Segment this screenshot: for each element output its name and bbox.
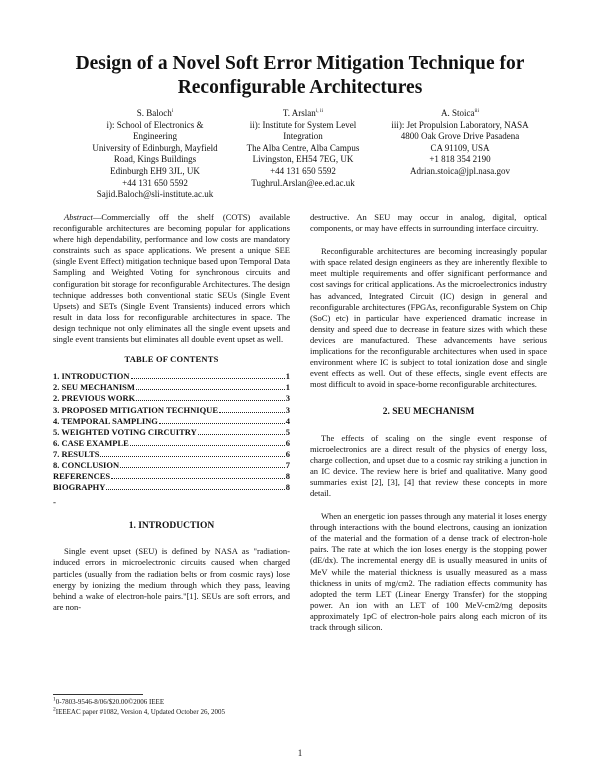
affiliation-line: i): School of Electronics &: [106, 119, 204, 130]
toc-leader-dots: [136, 389, 285, 390]
toc-entry[interactable]: [53, 405, 290, 416]
page-number: 1: [297, 748, 303, 758]
affiliation-line: Livingston, EH54 7EG, UK: [252, 154, 354, 165]
toc-entry[interactable]: [53, 471, 290, 482]
author-name: A. Stoica: [440, 108, 475, 118]
paragraph-continuation: destructive. An SEU may occur in analog, digital, optical components, or may have effects in surrounding interface circuitry.: [310, 212, 547, 234]
author-affiliation-mark: iii: [474, 108, 480, 114]
toc-entry-label: REFERENCES: [53, 471, 111, 482]
toc-entry-label: 7. RESULTS: [53, 448, 100, 459]
toc-entry-page: 1: [285, 382, 290, 393]
affiliation-line: University of Edinburgh, Mayfield: [92, 142, 218, 153]
section-heading-introduction: 1. INTRODUCTION: [128, 521, 215, 532]
toc-leader-dots: [120, 467, 285, 468]
section-heading-seu-mechanism: 2. SEU MECHANISM: [382, 407, 475, 418]
author-block-stoica: [372, 108, 548, 178]
phone-number: +44 131 650 5592: [122, 177, 188, 188]
email-address: Tughrul.Arslan@ee.ed.ac.uk: [251, 177, 355, 188]
footnotes: [53, 698, 290, 717]
toc-entry-label: 1. INTRODUCTION: [53, 371, 130, 382]
affiliation-line: Engineering: [133, 131, 177, 142]
toc-leader-dots: [111, 478, 285, 479]
affiliation-line: Integration: [283, 131, 323, 142]
affiliation-line: Edinburgh EH9 3JL, UK: [110, 165, 200, 176]
table-of-contents: [53, 371, 290, 493]
abstract-text: —Commercially off the shelf (COTS) available reconfigurable architectures are becoming popular for applications where high dependability, performance and low costs are mandatory constraints such as space applications. We present a unique SEE (single Event Effect) mitigation technique based upon Temporal Data Sampling and Weighted Voting for synchronous circuits and configuration bit storage for reconfigurable Architectures. The design technique addresses both conventional static SEUs (Single Event Upsets) and SETs (Single Event Transients) induced errors which result in data loss for reconfigurable architectures in space. The design technique not only eliminates all the single event upsets and single event transients but eliminates all double event upset as well.: [53, 212, 290, 345]
toc-entry-label: 2. PREVIOUS WORK: [53, 393, 136, 404]
toc-leader-dots: [198, 434, 285, 435]
toc-entry-page: 8: [285, 482, 290, 493]
toc-entry-page: 6: [285, 437, 290, 448]
abstract-lead: Abstract: [64, 212, 93, 222]
affiliation-line: iii): Jet Propulsion Laboratory, NASA: [391, 119, 529, 130]
toc-entry[interactable]: [53, 393, 290, 404]
right-column: [310, 212, 547, 633]
affiliation-line: The Alba Centre, Alba Campus: [246, 142, 360, 153]
toc-entry-page: 1: [285, 371, 290, 382]
footnote-mark: 1: [53, 696, 56, 703]
toc-entry[interactable]: [53, 416, 290, 427]
toc-leader-dots: [136, 400, 284, 401]
toc-entry[interactable]: [53, 427, 290, 438]
author-name: T. Arslan: [282, 108, 316, 118]
toc-entry-label: 4. TEMPORAL SAMPLING: [53, 415, 158, 426]
paragraph-reconfigurable: Reconfigurable architectures are becoming increasingly popular with space related design engineers as they are inherently flexible to meet multiple requirements and offer significant performance and cost savings for critical applications. As the microelectronics industry has advanced, Integrated Circuit (IC) design in general and reconfigurable architectures (FPGAs, reconfigurable System on Chip (SoC) etc) in particular have experienced dramatic increase in density and speed due to decrease in feature sizes with which these devices are manufactured. These advancements have serious implications for the reconfigurable architectures when used in space environment where IC is subject to total ionization dose and single event effects as well. Out of these effects, single event effects are most difficult to avoid in space-borne reconfigurable architectures.: [310, 246, 547, 390]
toc-entry-page: 3: [285, 393, 290, 404]
toc-entry-page: 8: [285, 471, 290, 482]
toc-title: TABLE OF CONTENTS: [124, 354, 219, 365]
toc-entry-page: 4: [285, 415, 290, 426]
author-affiliation-mark: i, ii: [315, 108, 324, 114]
footnote-mark: 2: [53, 706, 56, 713]
toc-entry-label: 6. CASE EXAMPLE: [53, 437, 129, 448]
toc-entry[interactable]: [53, 382, 290, 393]
toc-entry-label: 8. CONCLUSION: [53, 459, 120, 470]
author-name: S. Baloch: [136, 108, 172, 118]
title-line-1: Design of a Novel Soft Error Mitigation Technique for: [75, 53, 525, 74]
abstract: [53, 212, 290, 345]
toc-entry[interactable]: [53, 460, 290, 471]
toc-entry[interactable]: [53, 482, 290, 493]
toc-entry-page: 7: [285, 459, 290, 470]
email-address: Sajid.Baloch@sli-institute.ac.uk: [96, 189, 214, 200]
toc-entry-label: BIOGRAPHY: [53, 482, 106, 493]
author-affiliation-mark: i: [171, 108, 174, 114]
phone-number: +1 818 354 2190: [429, 154, 491, 165]
toc-entry-page: 3: [285, 404, 290, 415]
toc-entry-label: 5. WEIGHTED VOTING CIRCUITRY: [53, 426, 197, 437]
left-column: [53, 212, 290, 613]
footnote-text: IEEEAC paper #1082, Version 4, Updated October 26, 2005: [55, 707, 225, 716]
affiliation-line: Road, Kings Buildings: [113, 154, 197, 165]
affiliation-line: ii): Institute for System Level: [249, 119, 357, 130]
title-line-2: Reconfigurable Architectures: [177, 77, 423, 98]
footnote: [53, 698, 290, 708]
toc-entry-page: 5: [285, 426, 290, 437]
affiliation-line: CA 91109, USA: [430, 142, 490, 153]
toc-leader-dots: [219, 412, 285, 413]
toc-leader-dots: [100, 456, 284, 457]
phone-number: +44 131 650 5592: [270, 165, 336, 176]
toc-entry[interactable]: [53, 371, 290, 382]
toc-entry[interactable]: [53, 438, 290, 449]
paper-title: [40, 52, 560, 100]
author-block-arslan: [218, 108, 388, 189]
stray-mark: -: [53, 497, 56, 508]
footnote-divider: [53, 694, 143, 695]
footnote: [53, 708, 290, 718]
introduction-paragraph: Single event upset (SEU) is defined by NASA as "radiation-induced errors in microelectronic circuits caused when charged particles (usually from the radiation belts or from cosmic rays) lose energy by ionizing the medium through which they pass, leaving behind a wake of electron-hole pairs."[1]. SEUs are soft errors, and are non-: [53, 546, 290, 612]
footnote-text: 0-7803-9546-8/06/$20.00©2006 IEEE: [55, 698, 165, 706]
seu-mechanism-paragraph-2: When an energetic ion passes through any material it loses energy through interactions with the bound electrons, causing an ionization of the material and the formation of a dense track of electron-hole pairs. The rate at which the ion loses energy is the stopping power (dE/dx). The incremental energy dE is usually measured in units of MeV while the material thickness is usually measured as a mass thickness in units of mg/cm2. The radiation effects community has adopted the term LET (Linear Energy Transfer) for the stopping power. An ion with an LET of 100 MeV-cm2/mg deposits approximately 1pC of electron-hole pairs along each micron of its track through silicon.: [310, 511, 547, 632]
toc-leader-dots: [106, 489, 284, 490]
affiliation-line: 4800 Oak Grove Drive Pasadena: [400, 131, 520, 142]
toc-entry-page: 6: [285, 448, 290, 459]
email-address: Adrian.stoica@jpl.nasa.gov: [409, 165, 510, 176]
author-block-baloch: [70, 108, 240, 201]
toc-leader-dots: [159, 423, 285, 424]
toc-entry-label: 3. PROPOSED MITIGATION TECHNIQUE: [53, 404, 218, 415]
toc-entry-label: 2. SEU MECHANISM: [53, 382, 135, 393]
toc-leader-dots: [131, 378, 285, 379]
toc-entry[interactable]: [53, 449, 290, 460]
seu-mechanism-paragraph-1: The effects of scaling on the single event response of microelectronics are a direct result of the physics of energy loss, charge collection, and upset due to a cosmic ray striking a junction in an IC device. The review here is brief and qualitative. Many good summaries exist [2], [3], [4] that review these concepts in more detail.: [310, 432, 547, 498]
toc-leader-dots: [130, 445, 285, 446]
